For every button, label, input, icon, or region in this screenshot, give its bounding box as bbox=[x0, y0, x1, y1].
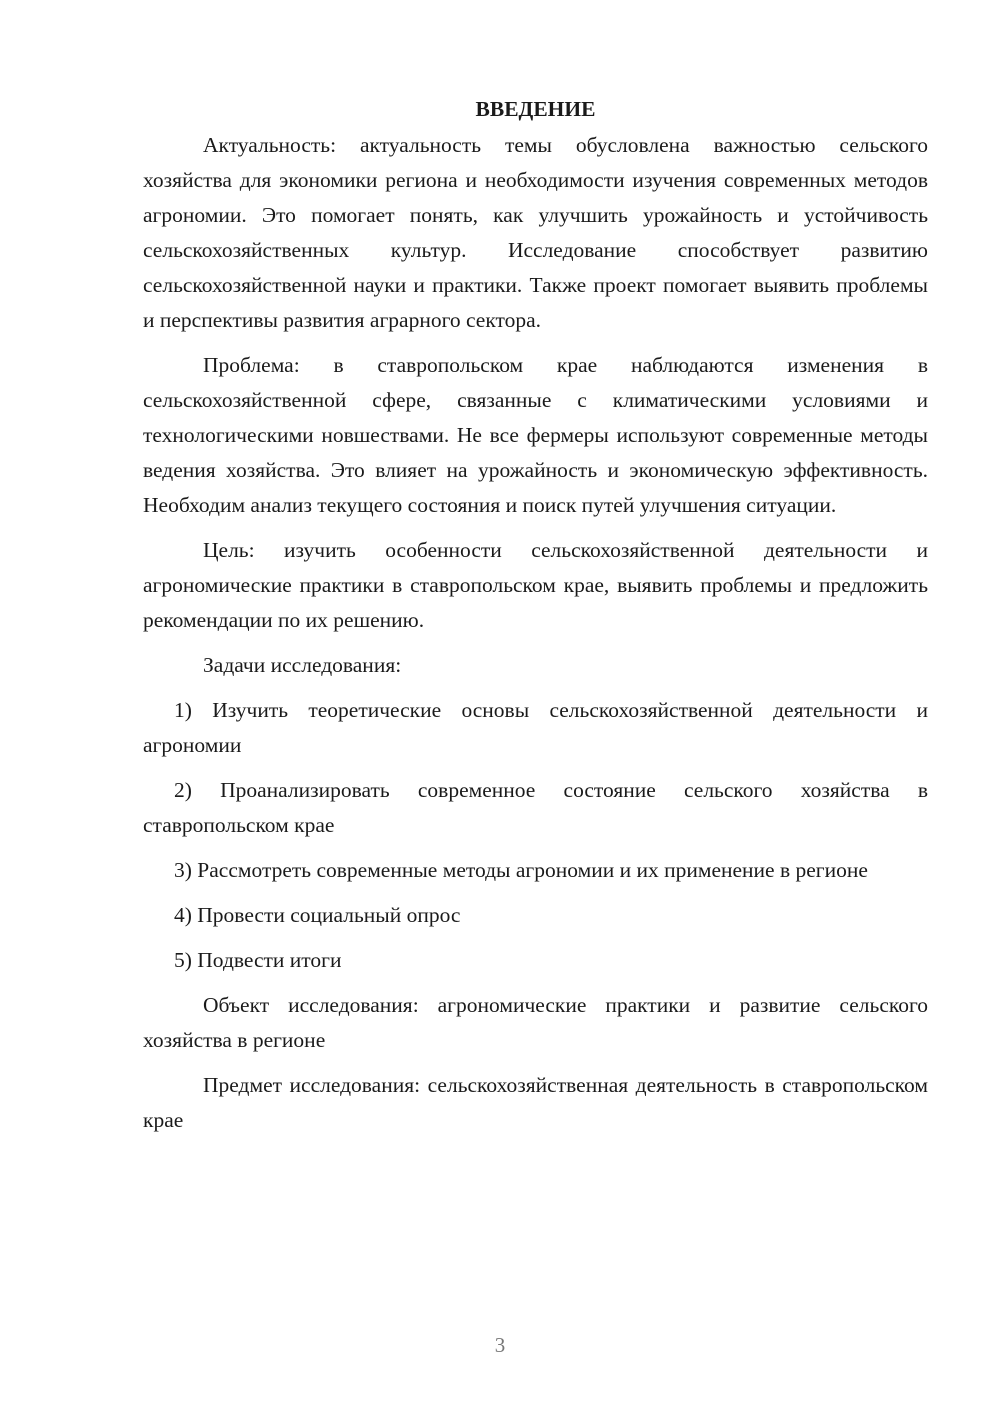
task-item-3: 3) Рассмотреть современные методы агрономии и их применение в регионе bbox=[174, 858, 868, 882]
task-item-1: 1) Изучить теоретические основы сельскохозяйственной деятельности и агрономии bbox=[143, 698, 928, 757]
task-item-5: 5) Подвести итоги bbox=[174, 948, 342, 972]
task-item-4: 4) Провести социальный опрос bbox=[174, 903, 461, 927]
paragraph-object: Объект исследования: агрономические практики и развитие сельского хозяйства в регионе bbox=[143, 993, 928, 1052]
paragraph-goal: Цель: изучить особенности сельскохозяйственной деятельности и агрономические практики в ставропольском крае, выявить проблемы и предложить рекомендации по их решению. bbox=[143, 538, 928, 632]
paragraph-subject: Предмет исследования: сельскохозяйственная деятельность в ставропольском крае bbox=[143, 1073, 928, 1132]
section-title: ВВЕДЕНИЕ bbox=[475, 97, 596, 121]
paragraph-problem: Проблема: в ставропольском крае наблюдаются изменения в сельскохозяйственной сфере, связанные с климатическими условиями и технологическими новшествами. Не все фермеры используют современные методы ведения хозяйства. Это влияет на урожайность и экономическую эффективность. Необходим анализ текущего состояния и поиск путей улучшения ситуации. bbox=[143, 353, 928, 517]
page-number: 3 bbox=[494, 1333, 506, 1357]
task-item-2: 2) Проанализировать современное состояние сельского хозяйства в ставропольском крае bbox=[143, 778, 928, 837]
document-page bbox=[143, 92, 928, 1138]
tasks-heading: Задачи исследования: bbox=[203, 653, 402, 677]
paragraph-relevance: Актуальность: актуальность темы обусловлена важностью сельского хозяйства для экономики региона и необходимости изучения современных методов агрономии. Это помогает понять, как улучшить урожайность и устойчивость сельскохозяйственных культур. Исследование способствует развитию сельскохозяйственной науки и практики. Также проект помогает выявить проблемы и перспективы развития аграрного сектора. bbox=[143, 133, 928, 332]
